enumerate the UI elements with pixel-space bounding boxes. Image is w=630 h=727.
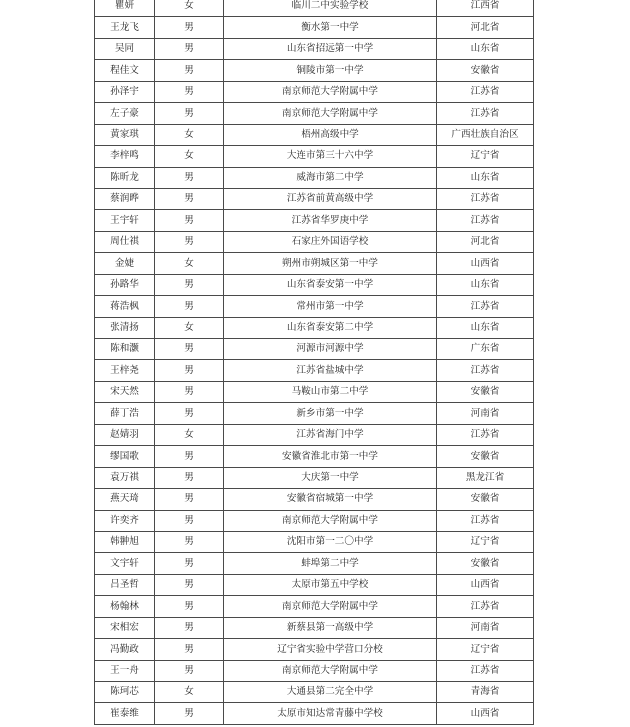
- table-row: [95, 574, 534, 595]
- student-gender: 女: [155, 124, 224, 145]
- student-gender: 男: [155, 210, 224, 231]
- student-name: 赵婧羽: [95, 424, 155, 445]
- student-province: 江苏省: [437, 424, 534, 445]
- student-school: 辽宁省实验中学营口分校: [224, 639, 437, 660]
- student-gender: 男: [155, 403, 224, 424]
- table-row: [95, 489, 534, 510]
- student-gender: 男: [155, 553, 224, 574]
- student-school: 山东省招远第一中学: [224, 38, 437, 59]
- student-name: 周仕祺: [95, 231, 155, 252]
- table-row: [95, 703, 534, 724]
- student-school: 临川二中实验学校: [224, 0, 437, 17]
- student-school: 太原市第五中学校: [224, 574, 437, 595]
- student-name: 蒋浩枫: [95, 296, 155, 317]
- student-name: 吴同: [95, 38, 155, 59]
- student-school: 太原市知达常青藤中学校: [224, 703, 437, 724]
- student-gender: 男: [155, 639, 224, 660]
- student-name: 宋天然: [95, 381, 155, 402]
- student-name: 王宇轩: [95, 210, 155, 231]
- student-gender: 女: [155, 317, 224, 338]
- student-name: 陈珂芯: [95, 682, 155, 703]
- table-row: [95, 317, 534, 338]
- student-province: 黑龙江省: [437, 467, 534, 488]
- student-province: 山西省: [437, 703, 534, 724]
- student-school: 南京师范大学附属中学: [224, 660, 437, 681]
- student-name: 薛丁浩: [95, 403, 155, 424]
- student-gender: 男: [155, 510, 224, 531]
- student-school: 山东省泰安第一中学: [224, 274, 437, 295]
- student-gender: 男: [155, 296, 224, 317]
- student-name: 李梓鸣: [95, 146, 155, 167]
- student-gender: 男: [155, 231, 224, 252]
- student-gender: 男: [155, 467, 224, 488]
- table-row: [95, 274, 534, 295]
- student-province: 江苏省: [437, 210, 534, 231]
- student-gender: 男: [155, 274, 224, 295]
- table-row: [95, 210, 534, 231]
- table-row: [95, 103, 534, 124]
- student-gender: 男: [155, 339, 224, 360]
- student-gender: 男: [155, 660, 224, 681]
- student-province: 安徽省: [437, 489, 534, 510]
- student-name: 杨翰林: [95, 596, 155, 617]
- student-name: 文宇轩: [95, 553, 155, 574]
- student-name: 王一舟: [95, 660, 155, 681]
- student-gender: 男: [155, 38, 224, 59]
- table-row: [95, 360, 534, 381]
- table-row: [95, 531, 534, 552]
- student-gender: 男: [155, 360, 224, 381]
- student-name: 左子豪: [95, 103, 155, 124]
- roster-body: [95, 0, 534, 724]
- table-row: [95, 231, 534, 252]
- student-gender: 男: [155, 703, 224, 724]
- table-row: [95, 424, 534, 445]
- table-row: [95, 188, 534, 209]
- student-province: 辽宁省: [437, 639, 534, 660]
- student-school: 蚌埠第二中学: [224, 553, 437, 574]
- table-row: [95, 617, 534, 638]
- student-gender: 女: [155, 146, 224, 167]
- table-row: [95, 146, 534, 167]
- student-name: 孙路华: [95, 274, 155, 295]
- student-gender: 男: [155, 167, 224, 188]
- student-name: 陈昕龙: [95, 167, 155, 188]
- student-province: 山东省: [437, 274, 534, 295]
- table-row: [95, 553, 534, 574]
- student-province: 江苏省: [437, 510, 534, 531]
- student-school: 江苏省华罗庚中学: [224, 210, 437, 231]
- student-province: 广东省: [437, 339, 534, 360]
- student-province: 江苏省: [437, 296, 534, 317]
- student-province: 山东省: [437, 317, 534, 338]
- student-school: 大庆第一中学: [224, 467, 437, 488]
- table-row: [95, 124, 534, 145]
- student-school: 河源市河源中学: [224, 339, 437, 360]
- student-school: 梧州高级中学: [224, 124, 437, 145]
- student-province: 安徽省: [437, 381, 534, 402]
- student-school: 安徽省宿城第一中学: [224, 489, 437, 510]
- student-school: 南京师范大学附属中学: [224, 596, 437, 617]
- student-name: 王梓尧: [95, 360, 155, 381]
- student-roster-table: [94, 0, 534, 725]
- student-name: 王龙飞: [95, 17, 155, 38]
- student-gender: 男: [155, 17, 224, 38]
- table-row: [95, 296, 534, 317]
- student-school: 南京师范大学附属中学: [224, 103, 437, 124]
- student-school: 江苏省盐城中学: [224, 360, 437, 381]
- student-name: 崔泰维: [95, 703, 155, 724]
- student-province: 辽宁省: [437, 531, 534, 552]
- student-school: 江苏省前黄高级中学: [224, 188, 437, 209]
- student-name: 蔡润晔: [95, 188, 155, 209]
- student-province: 江苏省: [437, 596, 534, 617]
- table-row: [95, 660, 534, 681]
- student-name: 张清扬: [95, 317, 155, 338]
- student-name: 金婕: [95, 253, 155, 274]
- table-row: [95, 38, 534, 59]
- student-gender: 男: [155, 381, 224, 402]
- student-name: 袁万祺: [95, 467, 155, 488]
- student-school: 大通县第二完全中学: [224, 682, 437, 703]
- student-school: 新乡市第一中学: [224, 403, 437, 424]
- student-gender: 男: [155, 489, 224, 510]
- student-province: 江苏省: [437, 660, 534, 681]
- student-name: 陈和灏: [95, 339, 155, 360]
- table-row: [95, 639, 534, 660]
- student-province: 江苏省: [437, 360, 534, 381]
- table-row: [95, 0, 534, 17]
- student-gender: 女: [155, 424, 224, 445]
- student-school: 南京师范大学附属中学: [224, 510, 437, 531]
- student-province: 辽宁省: [437, 146, 534, 167]
- student-school: 江苏省海门中学: [224, 424, 437, 445]
- student-province: 安徽省: [437, 60, 534, 81]
- student-school: 大连市第三十六中学: [224, 146, 437, 167]
- student-name: 冯勤政: [95, 639, 155, 660]
- student-name: 许奕齐: [95, 510, 155, 531]
- student-name: 孙泽宇: [95, 81, 155, 102]
- student-gender: 男: [155, 60, 224, 81]
- table-row: [95, 403, 534, 424]
- table-row: [95, 17, 534, 38]
- student-school: 新蔡县第一高级中学: [224, 617, 437, 638]
- student-gender: 女: [155, 682, 224, 703]
- student-province: 河北省: [437, 17, 534, 38]
- student-province: 安徽省: [437, 446, 534, 467]
- student-name: 黄家琪: [95, 124, 155, 145]
- student-province: 江西省: [437, 0, 534, 17]
- student-school: 朔州市朔城区第一中学: [224, 253, 437, 274]
- student-province: 河南省: [437, 403, 534, 424]
- table-row: [95, 381, 534, 402]
- student-province: 江苏省: [437, 103, 534, 124]
- table-row: [95, 60, 534, 81]
- student-name: 瞿妍: [95, 0, 155, 17]
- student-school: 威海市第二中学: [224, 167, 437, 188]
- student-province: 河北省: [437, 231, 534, 252]
- student-school: 常州市第一中学: [224, 296, 437, 317]
- table-row: [95, 467, 534, 488]
- student-school: 石家庄外国语学校: [224, 231, 437, 252]
- student-gender: 女: [155, 0, 224, 17]
- student-name: 缪国歌: [95, 446, 155, 467]
- table-row: [95, 167, 534, 188]
- student-school: 南京师范大学附属中学: [224, 81, 437, 102]
- student-school: 衡水第一中学: [224, 17, 437, 38]
- student-name: 程佳文: [95, 60, 155, 81]
- table-row: [95, 510, 534, 531]
- student-province: 江苏省: [437, 81, 534, 102]
- student-gender: 男: [155, 446, 224, 467]
- table-row: [95, 682, 534, 703]
- student-school: 铜陵市第一中学: [224, 60, 437, 81]
- student-province: 山东省: [437, 167, 534, 188]
- student-province: 安徽省: [437, 553, 534, 574]
- table-row: [95, 253, 534, 274]
- student-province: 广西壮族自治区: [437, 124, 534, 145]
- student-province: 山西省: [437, 574, 534, 595]
- student-gender: 男: [155, 574, 224, 595]
- student-gender: 男: [155, 188, 224, 209]
- table-row: [95, 596, 534, 617]
- student-school: 马鞍山市第二中学: [224, 381, 437, 402]
- student-gender: 男: [155, 81, 224, 102]
- student-school: 沈阳市第一二〇中学: [224, 531, 437, 552]
- table-row: [95, 81, 534, 102]
- student-school: 安徽省淮北市第一中学: [224, 446, 437, 467]
- student-gender: 男: [155, 103, 224, 124]
- student-province: 山西省: [437, 253, 534, 274]
- student-province: 江苏省: [437, 188, 534, 209]
- student-school: 山东省泰安第二中学: [224, 317, 437, 338]
- student-province: 山东省: [437, 38, 534, 59]
- student-gender: 男: [155, 531, 224, 552]
- student-name: 吕圣哲: [95, 574, 155, 595]
- table-row: [95, 339, 534, 360]
- student-gender: 男: [155, 596, 224, 617]
- student-gender: 男: [155, 617, 224, 638]
- student-gender: 女: [155, 253, 224, 274]
- student-name: 韩翀旭: [95, 531, 155, 552]
- student-name: 燕天琦: [95, 489, 155, 510]
- student-province: 河南省: [437, 617, 534, 638]
- student-province: 青海省: [437, 682, 534, 703]
- student-name: 宋相宏: [95, 617, 155, 638]
- table-row: [95, 446, 534, 467]
